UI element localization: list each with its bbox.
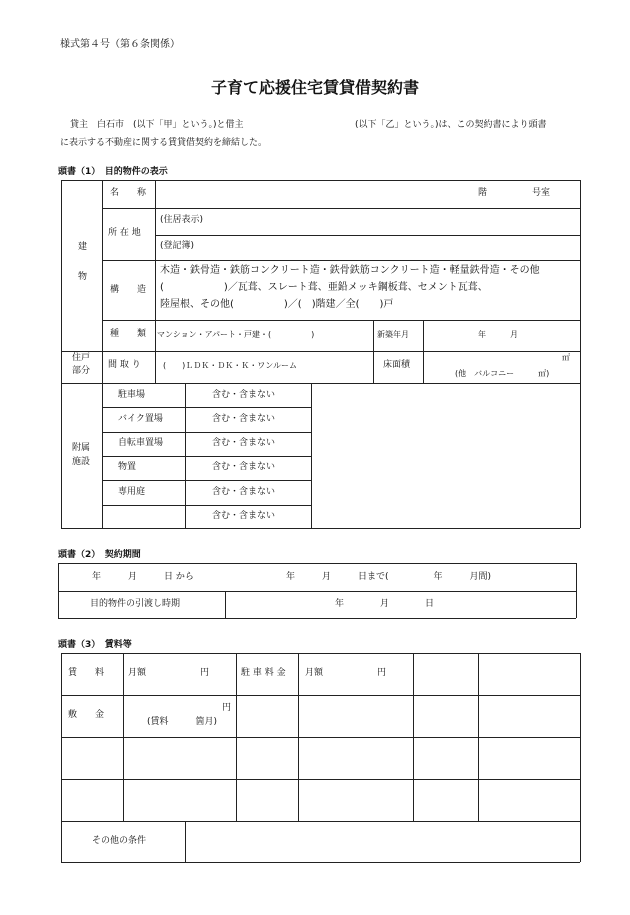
section2-heading: 頭書（2） 契約期間 (58, 550, 141, 560)
facility-value-other[interactable]: 含む・含まない (212, 511, 276, 521)
facility-value-bike[interactable]: 含む・含まない (212, 414, 276, 424)
facility-name-bicycle: 自転車置場 (118, 438, 164, 448)
layout-value: ( )ＬＤＫ・ＤＫ・Ｋ・ワンルーム (163, 361, 298, 370)
deposit-yen: 円 (222, 703, 232, 713)
facilities-label-2: 施設 (72, 457, 91, 467)
period-to[interactable]: 年 月 日まで( 年 月間) (286, 572, 492, 582)
page-title: 子育て応援住宅賃貸借契約書 (210, 78, 419, 97)
built-value: 年 月 (478, 330, 518, 339)
area-unit: ㎡ (562, 353, 570, 362)
section1-heading: 頭書（1） 目的物件の表示 (58, 167, 168, 177)
facility-value-bicycle[interactable]: 含む・含まない (212, 438, 276, 448)
building-label: 建 (78, 242, 88, 252)
room-suffix: 階 号室 (478, 188, 551, 198)
intro-line1-a: 貸主 白石市 (以下「甲」という。)と借主 (70, 120, 244, 130)
parking-fee-value[interactable]: 月額 円 (305, 668, 387, 678)
other-conditions-label: その他の条件 (92, 836, 147, 846)
structure-line2: ( )／瓦葺、スレート葺、亜鉛メッキ鋼板葺、セメント瓦葺、 (160, 282, 488, 293)
address-registry: (登記簿) (160, 241, 195, 251)
facility-name-parking: 駐車場 (118, 390, 146, 400)
form-number: 様式第４号（第６条関係） (60, 39, 180, 50)
structure-label: 構 造 (110, 285, 147, 295)
facility-value-parking[interactable]: 含む・含まない (212, 390, 276, 400)
section3-heading: 頭書（3） 賃料等 (58, 640, 132, 650)
rent-value[interactable]: 月額 円 (128, 668, 210, 678)
area-balcony: (他 バルコニー ㎡) (455, 369, 550, 378)
building-label-2: 物 (78, 272, 88, 282)
facility-name-storage: 物置 (118, 462, 137, 472)
facilities-label: 附属 (72, 443, 91, 453)
structure-line1: 木造・鉄骨造・鉄筋コンクリート造・鉄骨鉄筋コンクリート造・軽量鉄骨造・その他 (160, 265, 540, 276)
intro-line2: に表示する不動産に関する賃貸借契約を締結した。 (60, 138, 268, 148)
handover-label: 目的物件の引渡し時期 (90, 599, 181, 609)
facility-value-storage[interactable]: 含む・含まない (212, 462, 276, 472)
facility-value-garden[interactable]: 含む・含まない (212, 487, 276, 497)
period-from[interactable]: 年 月 日 から (92, 572, 194, 582)
layout-label: 間 取 り (108, 360, 141, 370)
handover-value[interactable]: 年 月 日 (335, 599, 435, 609)
rent-label: 賃 料 (68, 668, 105, 678)
intro-line1-b: (以下「乙」という。)は、この契約書により頭書 (355, 120, 547, 130)
structure-line3: 陸屋根、その他( )／( )階建／全( )戸 (160, 299, 394, 310)
deposit-label: 敷 金 (68, 710, 105, 720)
type-label: 種 類 (110, 329, 147, 339)
deposit-months[interactable]: (賃料 箇月) (147, 717, 218, 727)
facility-name-bike: バイク置場 (118, 414, 163, 424)
address-label: 所 在 地 (108, 228, 141, 238)
unit-label-2: 部分 (72, 366, 91, 376)
parking-fee-label: 駐 車 料 金 (241, 668, 286, 678)
type-value: マンション・アパート・戸建・( ) (157, 330, 315, 339)
built-label: 新築年月 (377, 330, 409, 339)
unit-label: 住戸 (72, 353, 91, 363)
area-label: 床面積 (383, 360, 411, 370)
facility-name-garden: 専用庭 (118, 487, 146, 497)
address-display: (住居表示) (160, 215, 204, 225)
name-label: 名 称 (110, 188, 147, 198)
